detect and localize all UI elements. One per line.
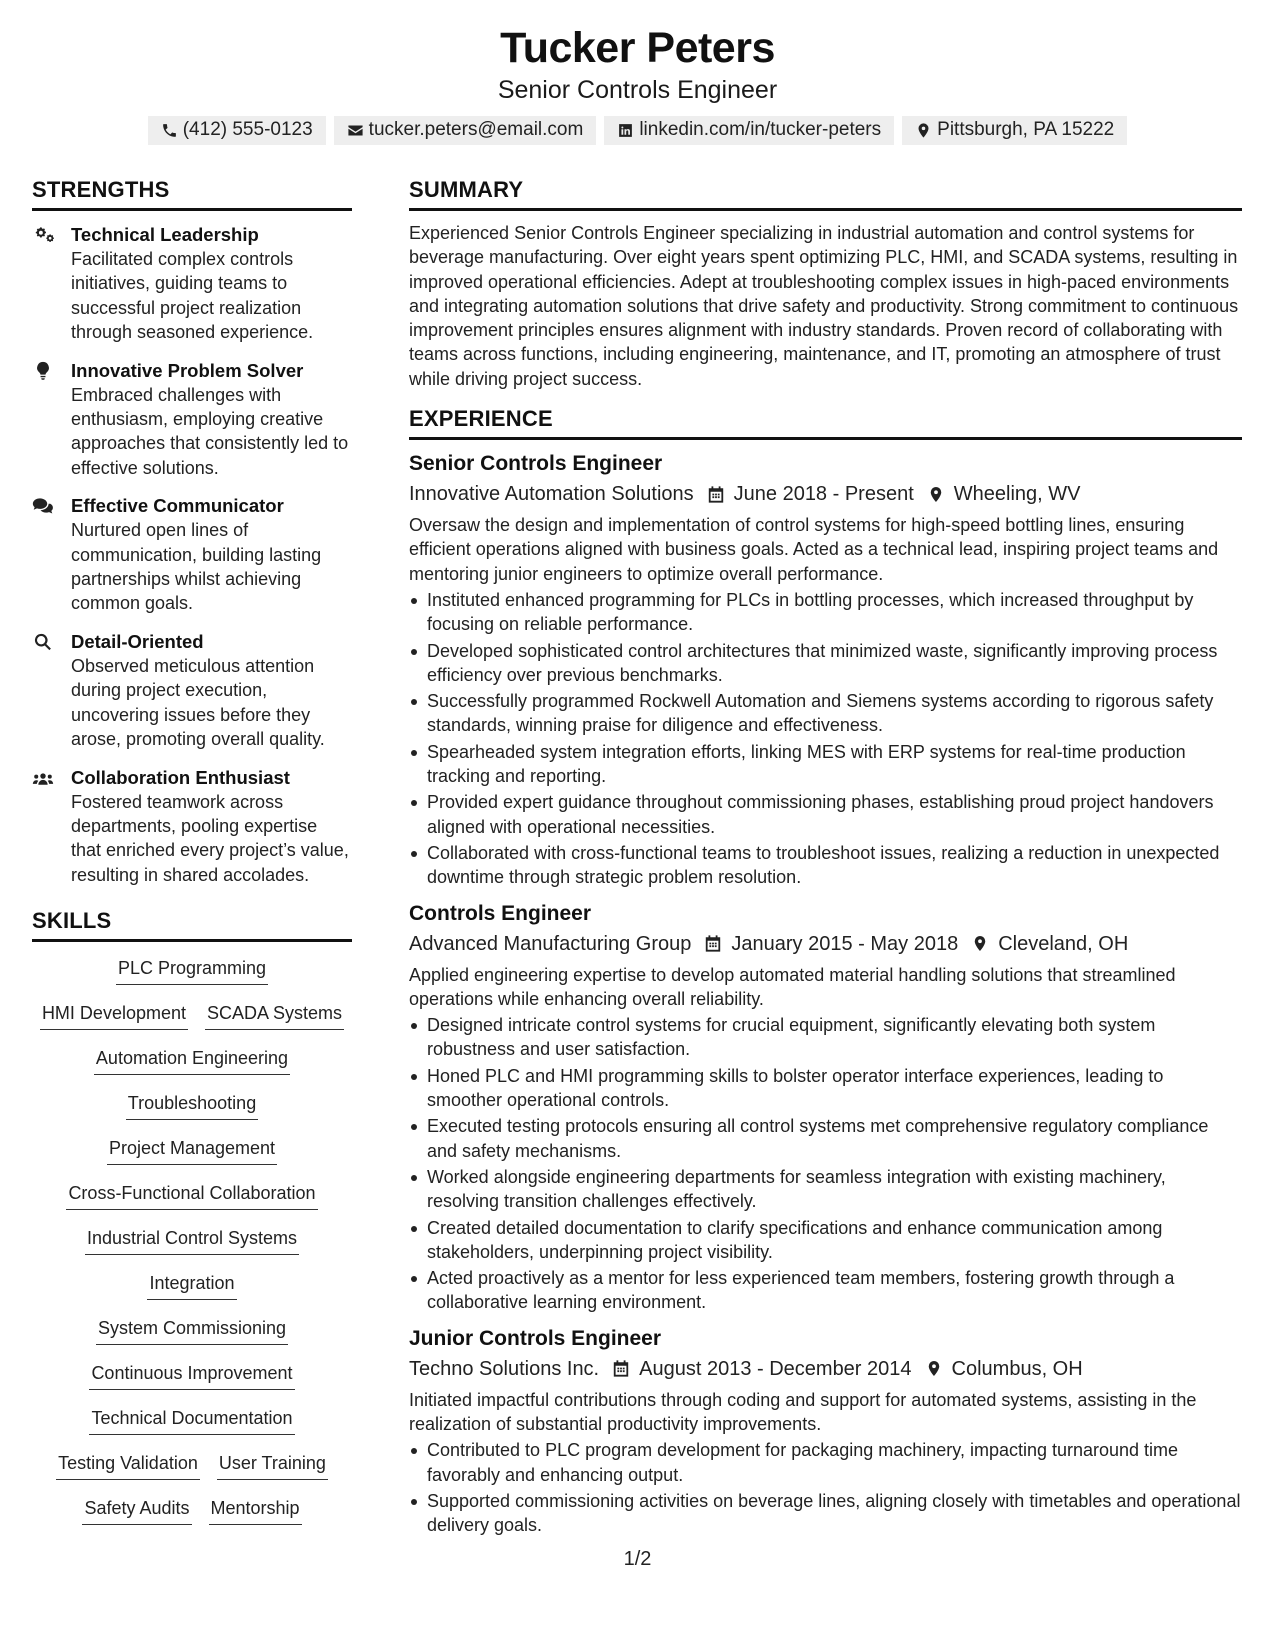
strength-desc: Observed meticulous attention during project execution, uncovering issues before they arose, promoting overall quality. (71, 655, 325, 750)
skill-tag: Troubleshooting (126, 1091, 258, 1120)
skill-row (32, 1316, 352, 1361)
users-icon (32, 768, 54, 788)
strengths-list (32, 223, 352, 887)
job-bullet: Supported commissioning activities on beverage lines, aligning closely with timetables and operational delivery goals. (409, 1489, 1242, 1538)
skill-row (32, 1406, 352, 1451)
skill-row (32, 956, 352, 1001)
job-description: Applied engineering expertise to develop automated material handling solutions that streamlined operations while enhancing overall reliability. (409, 964, 1176, 1009)
calendar-icon (704, 934, 722, 953)
job-dates: January 2015 - May 2018 (731, 932, 959, 955)
strength-desc: Nurtured open lines of communication, building lasting partnerships whilst achieving common goals. (71, 520, 322, 614)
job-bullet: Designed intricate control systems for crucial equipment, significantly elevating both system robustness and user satisfaction. (409, 1013, 1242, 1062)
skill-row (32, 1091, 352, 1136)
lightbulb-icon (32, 361, 54, 381)
resume-header (0, 22, 1275, 145)
contact-location (902, 116, 1127, 145)
skill-row (32, 1361, 352, 1406)
job-description: Initiated impactful contributions through coding and support for automated systems, assisting in the realization of substantial productivity improvements. (409, 1389, 1197, 1434)
left-column (32, 176, 352, 1541)
strength-title: Detail-Oriented (71, 630, 204, 652)
job-meta (409, 1354, 1242, 1384)
job-entry (409, 1325, 1242, 1538)
job-description: Oversaw the design and implementation of control systems for high-speed bottling lines, ensuring efficient operations aligned with business goals. Acted as a technical lead, inspiring project teams and mentoring junior engineers to optimize overall performance. (409, 515, 1219, 584)
skills-section (32, 907, 352, 1541)
job-bullet: Created detailed documentation to clarify specifications and enhance communication among stakeholders, underpinning project visibility. (409, 1216, 1242, 1265)
contact-linkedin-text: linkedin.com/in/tucker-peters (639, 119, 882, 140)
skill-row (32, 1496, 352, 1541)
skill-tag: Integration (147, 1271, 236, 1300)
skill-tag: Mentorship (209, 1496, 302, 1525)
job-meta (409, 479, 1242, 509)
job-bullet: Executed testing protocols ensuring all control systems met comprehensive regulatory compliance and safety mechanisms. (409, 1114, 1242, 1163)
strength-desc: Embraced challenges with enthusiasm, employing creative approaches that consistently led to effective solutions. (71, 384, 349, 478)
calendar-icon (707, 485, 725, 504)
strength-item (32, 223, 352, 345)
job-bullet: Contributed to PLC program development for packaging machinery, impacting turnaround time favorably and enhancing output. (409, 1438, 1242, 1487)
strength-item (32, 494, 352, 616)
skill-tag: Safety Audits (82, 1496, 191, 1525)
candidate-name: Tucker Peters (500, 24, 775, 72)
job-bullet: Honed PLC and HMI programming skills to bolster operator interface experiences, leading to smoother operational controls. (409, 1064, 1242, 1113)
summary-text: Experienced Senior Controls Engineer specializing in industrial automation and control systems for beverage manufacturing. Over eight years spent optimizing PLC, HMI, and SCADA systems, resulting in improved operational efficiencies. Adept at troubleshooting complex issues in high-paced environments and integrating automation solutions that drive safety and productivity. Strong commitment to continuous improvement principles ensures alignment with industry standards. Proven record of collaborating with teams across functions, including engineering, maintenance, and IT, promoting an atmosphere of trust while driving project success. (409, 223, 1239, 389)
comments-icon (32, 496, 54, 516)
strength-title: Technical Leadership (71, 224, 259, 245)
skill-row (32, 1451, 352, 1496)
skill-row (32, 1046, 352, 1091)
job-entry (409, 450, 1242, 889)
strength-desc: Fostered teamwork across departments, pooling expertise that enriched every project’s value, resulting in shared accolades. (71, 791, 349, 885)
map-pin-icon (915, 122, 932, 139)
skill-tag: System Commissioning (96, 1316, 288, 1345)
strength-desc: Facilitated complex controls initiatives, guiding teams to successful project realization through seasoned experience. (71, 249, 314, 343)
strengths-heading: STRENGTHS (32, 176, 352, 211)
summary-heading: SUMMARY (409, 176, 1242, 211)
right-column (409, 176, 1242, 1539)
job-location: Wheeling, WV (953, 483, 1081, 506)
skill-tag: Testing Validation (56, 1451, 200, 1480)
job-bullet: Successfully programmed Rockwell Automation and Siemens systems according to rigorous safety standards, winning praise for diligence and effectiveness. (409, 689, 1242, 738)
map-pin-icon (971, 934, 989, 953)
envelope-icon (347, 122, 364, 139)
skill-tag: HMI Development (40, 1001, 188, 1030)
job-company: Advanced Manufacturing Group (409, 932, 692, 955)
contact-email[interactable] (334, 116, 597, 145)
skill-tag: Cross-Functional Collaboration (66, 1181, 317, 1210)
gears-icon (32, 225, 54, 245)
strength-title: Innovative Problem Solver (71, 359, 304, 381)
contact-email-text: tucker.peters@email.com (368, 119, 584, 140)
skill-tag: Technical Documentation (89, 1406, 294, 1435)
map-pin-icon (925, 1359, 943, 1378)
skill-tag: Continuous Improvement (89, 1361, 294, 1390)
skill-tag: SCADA Systems (205, 1001, 344, 1030)
contact-location-text: Pittsburgh, PA 15222 (937, 119, 1115, 140)
skill-row (32, 1001, 352, 1046)
skill-row (32, 1271, 352, 1316)
skill-row (32, 1136, 352, 1181)
job-bullet: Worked alongside engineering departments for seamless integration with existing machinery, resolving transition challenges effectively. (409, 1165, 1242, 1214)
skill-tag: PLC Programming (116, 956, 268, 985)
skill-tag: Automation Engineering (94, 1046, 290, 1075)
contact-phone-text: (412) 555-0123 (182, 119, 313, 140)
calendar-icon (612, 1359, 630, 1378)
contact-bar (0, 116, 1275, 145)
skill-row (32, 1181, 352, 1226)
contact-phone[interactable] (148, 116, 326, 145)
experience-section (409, 405, 1242, 1537)
job-bullets (409, 1438, 1242, 1537)
phone-icon (161, 122, 178, 139)
job-bullets (409, 1013, 1242, 1315)
job-company: Techno Solutions Inc. (409, 1357, 600, 1380)
job-title: Senior Controls Engineer (409, 452, 663, 476)
job-bullet: Provided expert guidance throughout commissioning phases, establishing proud project handovers aligned with operational necessities. (409, 790, 1242, 839)
job-entry (409, 900, 1242, 1315)
job-bullet: Acted proactively as a mentor for less experienced team members, fostering growth through a collaborative learning environment. (409, 1266, 1242, 1315)
skill-tag: User Training (217, 1451, 328, 1480)
job-bullet: Spearheaded system integration efforts, linking MES with ERP systems for real-time production tracking and reporting. (409, 740, 1242, 789)
skill-tag: Project Management (107, 1136, 277, 1165)
job-location: Columbus, OH (951, 1357, 1083, 1380)
strength-title: Effective Communicator (71, 495, 284, 517)
strength-item (32, 766, 352, 888)
candidate-role: Senior Controls Engineer (497, 76, 778, 104)
strength-item (32, 359, 352, 481)
job-company: Innovative Automation Solutions (409, 483, 694, 506)
job-title: Junior Controls Engineer (409, 1326, 662, 1350)
job-title: Controls Engineer (409, 901, 592, 925)
job-meta (409, 929, 1242, 959)
skill-row (32, 1226, 352, 1271)
linkedin-icon (617, 122, 634, 139)
job-bullet: Collaborated with cross-functional teams to troubleshoot issues, realizing a reduction in unexpected downtime through strategic problem resolution. (409, 841, 1242, 890)
strength-item (32, 630, 352, 752)
jobs-list (409, 450, 1242, 1537)
map-pin-icon (927, 485, 945, 504)
magnifier-icon (32, 632, 54, 652)
skills-list (32, 956, 352, 1541)
job-bullet: Developed sophisticated control architectures that minimized waste, significantly improving process efficiency over previous benchmarks. (409, 639, 1242, 688)
page-number: 1/2 (623, 1548, 652, 1570)
job-dates: August 2013 - December 2014 (639, 1357, 912, 1380)
skills-heading: SKILLS (32, 907, 352, 942)
contact-linkedin[interactable] (604, 116, 894, 145)
experience-heading: EXPERIENCE (409, 405, 1242, 440)
job-location: Cleveland, OH (998, 932, 1129, 955)
job-dates: June 2018 - Present (733, 483, 914, 506)
job-bullet: Instituted enhanced programming for PLCs in bottling processes, which increased throughput by focusing on reliable performance. (409, 588, 1242, 637)
skill-tag: Industrial Control Systems (85, 1226, 299, 1255)
strength-title: Collaboration Enthusiast (71, 766, 290, 788)
job-bullets (409, 588, 1242, 890)
